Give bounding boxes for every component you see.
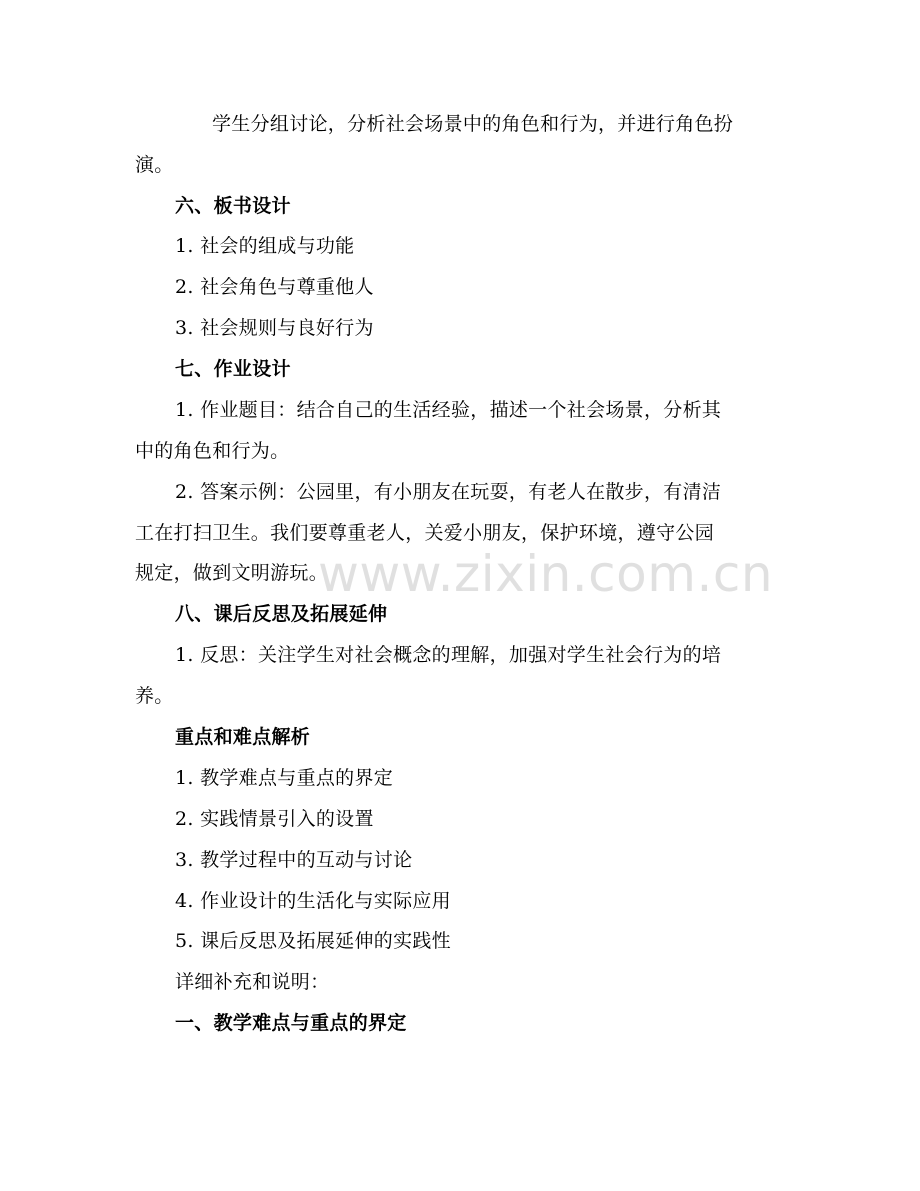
- section-heading-difficulty-definition: 一、教学难点与重点的界定: [175, 1012, 407, 1034]
- section-heading-homework-design: 七、作业设计: [175, 358, 291, 380]
- list-item: 2. 答案示例：公园里，有小朋友在玩耍，有老人在散步，有清洁: [175, 481, 722, 503]
- paragraph-line: 规定，做到文明游玩。: [135, 562, 329, 584]
- list-item: 1. 反思：关注学生对社会概念的理解，加强对学生社会行为的培: [175, 644, 722, 666]
- paragraph-line: 演。: [135, 154, 174, 176]
- list-item: 2. 社会角色与尊重他人: [175, 276, 374, 298]
- list-item: 1. 教学难点与重点的界定: [175, 767, 394, 789]
- paragraph-line: 中的角色和行为。: [135, 440, 290, 462]
- list-item: 5. 课后反思及拓展延伸的实践性: [175, 930, 451, 952]
- paragraph-line: 学生分组讨论，分析社会场景中的角色和行为，并进行角色扮: [212, 113, 734, 135]
- list-item: 3. 教学过程中的互动与讨论: [175, 849, 413, 871]
- section-heading-reflection: 八、课后反思及拓展延伸: [175, 603, 388, 625]
- watermark-text: www.zixin.com.cn: [318, 545, 774, 603]
- section-heading-board-design: 六、板书设计: [175, 195, 291, 217]
- paragraph-line: 详细补充和说明：: [175, 971, 330, 993]
- list-item: 1. 社会的组成与功能: [175, 235, 355, 257]
- paragraph-line: 工在打扫卫生。我们要尊重老人，关爱小朋友，保护环境，遵守公园: [135, 522, 715, 544]
- list-item: 4. 作业设计的生活化与实际应用: [175, 890, 451, 912]
- list-item: 2. 实践情景引入的设置: [175, 808, 374, 830]
- list-item: 3. 社会规则与良好行为: [175, 317, 374, 339]
- list-item: 1. 作业题目：结合自己的生活经验，描述一个社会场景，分析其: [175, 399, 722, 421]
- paragraph-line: 养。: [135, 685, 174, 707]
- section-heading-key-points: 重点和难点解析: [175, 726, 311, 748]
